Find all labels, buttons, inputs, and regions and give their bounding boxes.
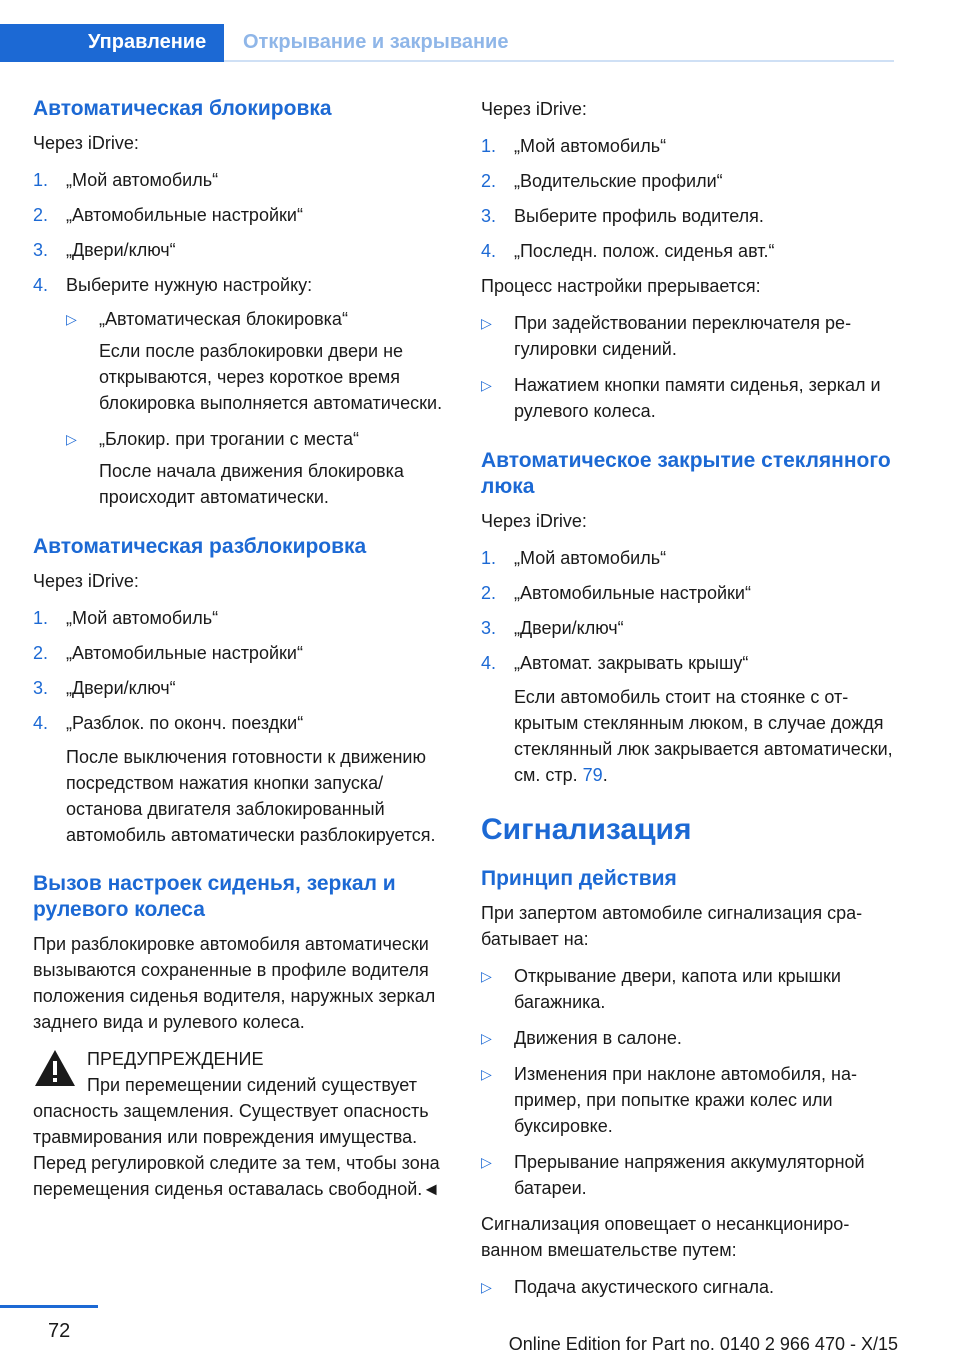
step-number: 1.: [33, 170, 49, 190]
bullet-triangle-icon: ▷: [66, 311, 77, 327]
list-item: [481, 168, 901, 194]
bullet-triangle-icon: ▷: [481, 968, 492, 984]
list-item: [481, 203, 901, 229]
autolock-via: Через iDrive:: [33, 133, 139, 153]
header-rule: [224, 60, 894, 62]
autolock-steps: [33, 167, 455, 510]
bullet-triangle-icon: ▷: [481, 377, 492, 393]
step-number: 2.: [33, 643, 49, 663]
step-number: 1.: [481, 548, 497, 568]
step-text: „Автомобильные настройки“: [66, 205, 303, 225]
step-number: 4.: [481, 241, 497, 261]
warning-label: ПРЕДУПРЕЖДЕНИЕ: [87, 1049, 264, 1069]
step-number: 4.: [33, 275, 49, 295]
step-text: Выберите нужную настройку:: [66, 275, 313, 295]
bullet-triangle-icon: ▷: [66, 431, 77, 447]
step-number: 3.: [481, 206, 497, 226]
header-section: Управление: [88, 31, 207, 53]
alarm-title: Сигнализация: [481, 813, 692, 846]
step-number: 3.: [481, 618, 497, 638]
list-item: [33, 605, 455, 631]
step-text: „Мой автомобиль“: [514, 548, 667, 568]
step-number: 1.: [481, 136, 497, 156]
list-item: [33, 167, 455, 193]
autounlock-via: Через iDrive:: [33, 571, 139, 591]
autounlock-title: Автоматическая разблокировка: [33, 535, 367, 558]
bullet-text: Прерывание напряжения аккумуляторной батареи.: [514, 1152, 865, 1198]
recall-text: При разблокировке автомобиля автоматически вызываются сохраненные в профиле водителя положения сиденья водителя, наружных зеркал заднего вида и рулевого колеса.: [33, 934, 436, 1032]
step-text: „Двери/ключ“: [66, 240, 176, 260]
list-item: [481, 133, 901, 159]
step-desc: [514, 684, 901, 788]
step-desc-text: Если автомобиль стоит на стоянке с открытым стеклянным люком, в случае дождя стеклянный люк закрывается автоматически, см. стр.: [514, 687, 893, 785]
bullet-triangle-icon: ▷: [481, 1030, 492, 1046]
list-item: [481, 650, 901, 788]
profile-bullets: [481, 310, 901, 424]
bullet-triangle-icon: ▷: [481, 1066, 492, 1082]
step-number: 2.: [33, 205, 49, 225]
bullet-text: При задействовании переключателя регулировки сидений.: [514, 313, 852, 359]
profile-steps: [481, 133, 901, 264]
step-text: „Автомат. закрывать крышу“: [514, 653, 749, 673]
step-number: 2.: [481, 171, 497, 191]
list-item: [481, 372, 901, 424]
warning-text: опасность защемления. Существует опасность травмирования или повреждения имущества. Перед регулировкой следите за тем, чтобы зона перемещения сиденья оставалась свободной.◄: [33, 1101, 441, 1199]
step-number: 4.: [481, 653, 497, 673]
step-text: „Последн. полож. сиденья авт.“: [514, 241, 775, 261]
step-text: Выберите профиль водителя.: [514, 206, 764, 226]
list-item: [481, 238, 901, 264]
autolock-title: Автоматическая блокировка: [33, 97, 332, 120]
step-text: „Мой автомобиль“: [66, 170, 219, 190]
list-item: [33, 237, 455, 263]
list-item: [33, 640, 455, 666]
list-item: [481, 1274, 901, 1300]
option-title: „Блокир. при трогании с места“: [99, 429, 360, 449]
bullet-triangle-icon: ▷: [481, 1279, 492, 1295]
step-number: 3.: [33, 240, 49, 260]
list-item: [481, 1025, 901, 1051]
step-text: „Двери/ключ“: [66, 678, 176, 698]
page-number: 72: [48, 1320, 71, 1342]
warning-first-line: При перемещении сидений существует: [87, 1075, 417, 1095]
option-title: „Автоматическая блокировка“: [99, 309, 348, 329]
header-chapter: Открывание и закрывание: [243, 31, 509, 53]
step-text: „Разблок. по оконч. поездки“: [66, 713, 304, 733]
principle-title: Принцип действия: [481, 867, 677, 890]
list-item: [481, 1149, 901, 1201]
step-desc-end: .: [602, 765, 608, 785]
warning-triangle-icon: [33, 1048, 77, 1088]
list-item: [481, 580, 901, 606]
list-item: [33, 675, 455, 701]
list-item: [66, 306, 455, 416]
edition-text: Online Edition for Part no. 0140 2 966 470 - X/15: [508, 1334, 898, 1354]
page-ref-link[interactable]: 79: [582, 765, 603, 785]
list-item: [481, 615, 901, 641]
profile-via: Через iDrive:: [481, 99, 587, 119]
list-item: [33, 710, 455, 848]
step-text: „Мой автомобиль“: [66, 608, 219, 628]
sunroof-steps: [481, 545, 901, 788]
sunroof-via: Через iDrive:: [481, 511, 587, 531]
bullet-text: Нажатием кнопки памяти сиденья, зеркал и рулевого колеса.: [514, 375, 881, 421]
alarm-triggers: [481, 963, 901, 1201]
step-text: „Двери/ключ“: [514, 618, 624, 638]
list-item: [481, 963, 901, 1015]
step-desc: После выключения готовности к движению посредством нажатия кнопки запуска/останова двигателя заблокированный автомобиль автоматически разблокируется.: [66, 747, 436, 845]
option-desc: Если после разблокировки двери не открываются, через короткое время блокировка выполняется автоматически.: [99, 341, 443, 413]
bullet-triangle-icon: ▷: [481, 315, 492, 331]
list-item: [481, 1061, 901, 1139]
list-item: [481, 545, 901, 571]
list-item: [481, 310, 901, 362]
list-item: [66, 426, 455, 510]
step-number: 2.: [481, 583, 497, 603]
bullet-text: Движения в салоне.: [514, 1028, 682, 1048]
left-column: [33, 96, 455, 1202]
right-column: [481, 96, 901, 1310]
principle-text: При запертом автомобиле сигнализация срабатывает на:: [481, 903, 863, 949]
sunroof-title: Автоматическое закрытие стеклянного люка: [481, 449, 891, 498]
option-desc: После начала движения блокировка происходит автоматически.: [99, 461, 404, 507]
warning-block: [33, 1046, 455, 1202]
step-number: 1.: [33, 608, 49, 628]
bullet-triangle-icon: ▷: [481, 1154, 492, 1170]
list-item: [33, 272, 455, 510]
bullet-text: Открывание двери, капота или крышки багажника.: [514, 966, 841, 1012]
step-text: „Автомобильные настройки“: [514, 583, 751, 603]
autolock-options: [66, 306, 455, 510]
notify-text: Сигнализация оповещает о несанкционированном вмешательстве путем:: [481, 1214, 850, 1260]
recall-title: Вызов настроек сиденья, зеркал и рулевого колеса: [33, 872, 396, 921]
autounlock-steps: [33, 605, 455, 848]
profile-interrupt: Процесс настройки прерывается:: [481, 276, 761, 296]
bullet-text: Подача акустического сигнала.: [514, 1277, 774, 1297]
footer-rule: [0, 1305, 98, 1308]
bullet-text: Изменения при наклоне автомобиля, например, при попытке кражи колес или буксировке.: [514, 1064, 857, 1136]
list-item: [33, 202, 455, 228]
step-number: 3.: [33, 678, 49, 698]
step-text: „Мой автомобиль“: [514, 136, 667, 156]
step-text: „Водительские профили“: [514, 171, 723, 191]
alarm-signals: [481, 1274, 901, 1300]
step-text: „Автомобильные настройки“: [66, 643, 303, 663]
step-number: 4.: [33, 713, 49, 733]
